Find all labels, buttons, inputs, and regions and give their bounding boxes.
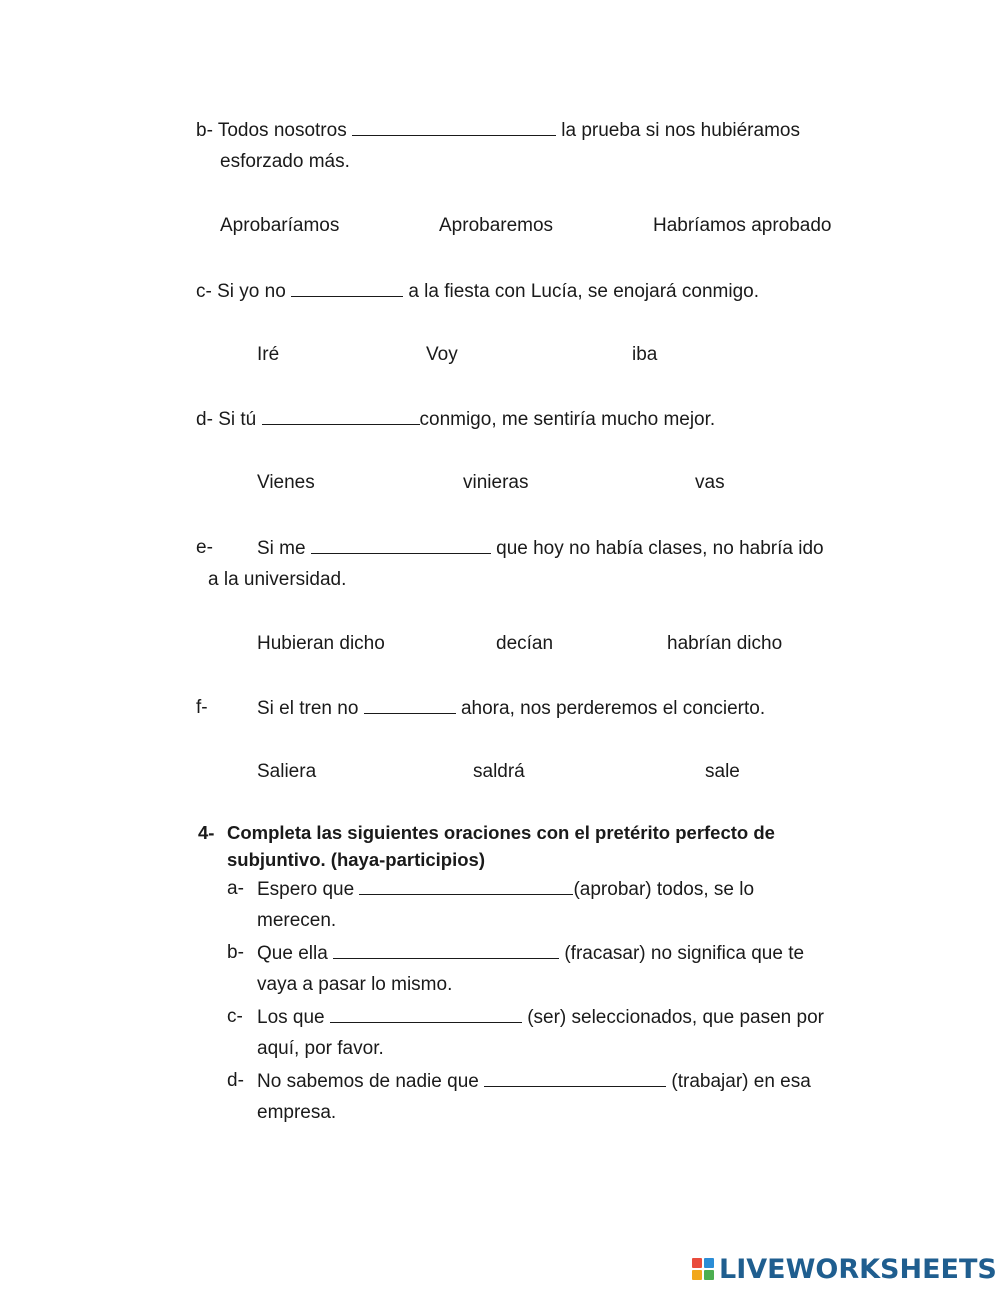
sentence-end: (aprobar) todos, se lo (573, 879, 755, 900)
sentence-continuation: vaya a pasar lo mismo. (257, 974, 453, 995)
answer-blank[interactable] (364, 696, 456, 714)
section-number: 4- (198, 822, 215, 843)
sentence-start: No sabemos de nadie que (257, 1071, 479, 1092)
sentence-start: Si me (257, 538, 306, 559)
answer-blank[interactable] (311, 536, 491, 554)
exercise-4c (257, 1005, 824, 1030)
sentence-continuation: esforzado más. (220, 151, 350, 172)
option[interactable]: decían (496, 633, 554, 654)
answer-blank[interactable] (333, 941, 559, 959)
option[interactable]: Vienes (257, 472, 315, 493)
logo-grid-icon (692, 1258, 714, 1280)
sentence-end: (fracasar) no significa que te (564, 943, 805, 964)
option[interactable]: Aprobaremos (439, 215, 554, 236)
answer-blank[interactable] (291, 279, 403, 297)
option[interactable]: Iré (257, 344, 280, 365)
section-title-continuation: subjuntivo. (haya-participios) (227, 849, 485, 870)
item-label: d- (196, 409, 213, 430)
logo-text: LIVEWORKSHEETS (719, 1253, 997, 1285)
option[interactable]: Habríamos aprobado (653, 215, 832, 236)
item-label: b- (196, 120, 213, 141)
section-title: Completa las siguientes oraciones con el pretérito perfecto de (227, 822, 775, 843)
sentence-continuation: empresa. (257, 1102, 337, 1123)
sentence-start: Si tú (218, 409, 257, 430)
sentence-end: ahora, nos perderemos el concierto. (460, 698, 766, 719)
answer-blank[interactable] (352, 118, 556, 136)
question-b (196, 118, 800, 143)
sentence-end: (trabajar) en esa (671, 1071, 811, 1092)
option[interactable]: sale (705, 761, 740, 782)
option[interactable]: Voy (426, 344, 458, 365)
option[interactable]: iba (632, 344, 658, 365)
option[interactable]: Saliera (257, 761, 317, 782)
answer-blank[interactable] (330, 1005, 522, 1023)
logo-tile (692, 1258, 702, 1268)
item-label: c- (196, 281, 212, 302)
logo-tile (692, 1270, 702, 1280)
exercise-4a (257, 877, 754, 902)
sentence-end: conmigo, me sentiría mucho mejor. (419, 409, 716, 430)
sentence-start: Los que (257, 1007, 325, 1028)
logo-tile (704, 1258, 714, 1268)
question-e (257, 536, 824, 561)
question-c (196, 279, 759, 304)
exercise-4d (257, 1069, 811, 1094)
sentence-end: que hoy no había clases, no habría ido (496, 538, 824, 559)
answer-blank[interactable] (359, 877, 573, 895)
item-label: c- (227, 1006, 243, 1027)
answer-blank[interactable] (262, 407, 420, 425)
liveworksheets-logo[interactable] (692, 1254, 997, 1284)
sentence-start: Si yo no (217, 281, 286, 302)
option[interactable]: Hubieran dicho (257, 633, 385, 654)
exercise-4b (257, 941, 804, 966)
answer-blank[interactable] (484, 1069, 666, 1087)
sentence-start: Que ella (257, 943, 328, 964)
option[interactable]: vas (695, 472, 725, 493)
sentence-end: a la fiesta con Lucía, se enojará conmigo. (408, 281, 759, 302)
option[interactable]: habrían dicho (667, 633, 783, 654)
option[interactable]: Aprobaríamos (220, 215, 340, 236)
option[interactable]: saldrá (473, 761, 525, 782)
logo-tile (704, 1270, 714, 1280)
sentence-start: Si el tren no (257, 698, 359, 719)
sentence-end: (ser) seleccionados, que pasen por (527, 1007, 824, 1028)
sentence-continuation: merecen. (257, 910, 337, 931)
item-label: e- (196, 537, 213, 558)
sentence-start: Espero que (257, 879, 355, 900)
sentence-continuation: a la universidad. (208, 569, 347, 590)
question-d (196, 407, 715, 432)
sentence-end: la prueba si nos hubiéramos (561, 120, 800, 141)
option[interactable]: vinieras (463, 472, 529, 493)
item-label: d- (227, 1070, 244, 1091)
item-label: b- (227, 942, 244, 963)
item-label: a- (227, 878, 244, 899)
question-f (257, 696, 765, 721)
sentence-start: Todos nosotros (217, 120, 347, 141)
sentence-continuation: aquí, por favor. (257, 1038, 384, 1059)
item-label: f- (196, 697, 208, 718)
